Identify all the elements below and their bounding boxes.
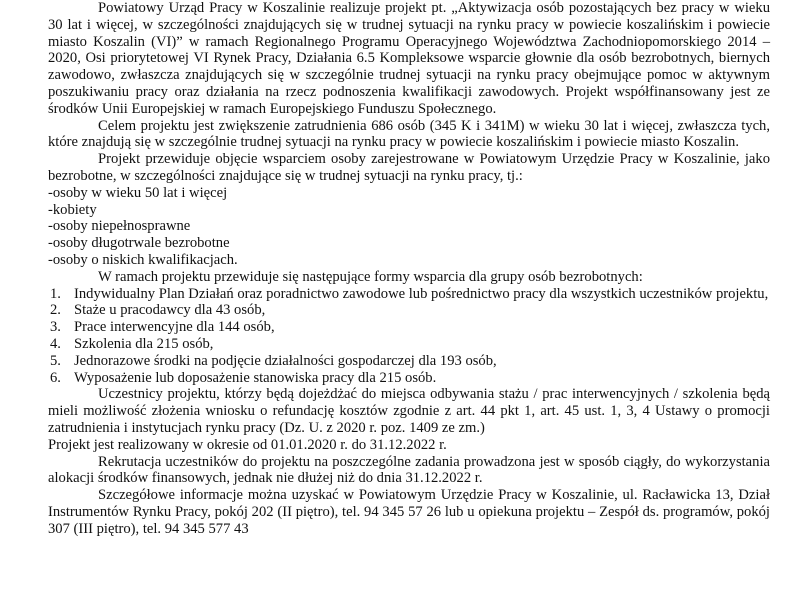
travel-refund-paragraph: Uczestnicy projektu, którzy będą dojeżdżać do miejsca odbywania stażu / prac interwencyjnych / szkolenia będą mieli możliwość złożenia wniosku o refundację kosztów zgodnie z art. 44 pkt 1, art. 45 ust. 1, 3, 4 Ustawy o promocji zatrudnienia i instytucjach rynku pracy (Dz. U. z 2020 r. poz. 1409 ze zm.) <box>48 386 770 436</box>
target-groups-list <box>48 185 770 269</box>
support-forms-list <box>48 286 770 387</box>
contact-paragraph: Szczegółowe informacje można uzyskać w Powiatowym Urzędzie Pracy w Koszalinie, ul. Racławicka 13, Dział Instrumentów Rynku Pracy, pokój 202 (II piętro), tel. 94 345 57 26 lub u opiekuna projektu – Zespół ds. programów, pokój 307 (III piętro), tel. 94 345 577 43 <box>48 487 770 537</box>
list-item: -osoby niepełnosprawne <box>48 218 191 235</box>
list-item-number: 3. <box>50 319 61 336</box>
document-body <box>48 0 770 538</box>
list-item <box>48 353 770 370</box>
list-item-text: Szkolenia dla 215 osób, <box>74 335 214 352</box>
support-forms-intro: W ramach projektu przewiduje się następujące formy wsparcia dla grupy osób bezrobotnych: <box>98 268 643 285</box>
list-item: -kobiety <box>48 201 97 218</box>
list-item-text: Prace interwencyjne dla 144 osób, <box>74 319 275 336</box>
list-item: -osoby w wieku 50 lat i więcej <box>48 184 228 201</box>
list-item-text: Wyposażenie lub doposażenie stanowiska pracy dla 215 osób. <box>74 369 437 386</box>
project-period-paragraph: Projekt jest realizowany w okresie od 01.01.2020 r. do 31.12.2022 r. <box>48 436 447 453</box>
list-item <box>48 302 770 319</box>
recruitment-paragraph: Rekrutacja uczestników do projektu na poszczególne zadania prowadzona jest w sposób ciągły, do wykorzystania alokacji środków finansowych, jednak nie dłużej niż do dnia 31.12.2022 r. <box>48 453 770 487</box>
list-item-text: Staże u pracodawcy dla 43 osób, <box>74 302 266 319</box>
list-item <box>48 319 770 336</box>
list-item-number: 2. <box>50 302 61 319</box>
goal-paragraph: Celem projektu jest zwiększenie zatrudnienia 686 osób (345 K i 341M) w wieku 30 lat i więcej, zwłaszcza tych, które znajdują się w szczególnie trudnej sytuacji na rynku pracy w powiecie koszalińskim i powiecie miasto Koszalin. <box>48 117 770 151</box>
list-item: -osoby długotrwale bezrobotne <box>48 235 230 252</box>
list-item <box>48 286 770 303</box>
list-item-text: Jednorazowe środki na podjęcie działalności gospodarczej dla 193 osób, <box>74 352 497 369</box>
eligibility-paragraph: Projekt przewiduje objęcie wsparciem osoby zarejestrowane w Powiatowym Urzędzie Pracy w Koszalinie, jako bezrobotne, w szczególności znajdujące się w trudnej sytuacji na rynku pracy, tj.: <box>48 151 770 184</box>
list-item-number: 4. <box>50 335 61 352</box>
list-item: -osoby o niskich kwalifikacjach. <box>48 251 238 268</box>
list-item-number: 5. <box>50 352 61 369</box>
intro-paragraph: Powiatowy Urząd Pracy w Koszalinie realizuje projekt pt. „Aktywizacja osób pozostających bez pracy w wieku 30 lat i więcej, w szczególności znajdujących się w trudnej sytuacji na rynku pracy w powiecie koszalińskim i powiecie miasto Koszalin (VI)” w ramach Regionalnego Programu Operacyjnego Województwa Zachodniopomorskiego 2014 – 2020, Osi priorytetowej VI Rynek Pracy, Działania 6.5 Kompleksowe wsparcie głownie dla osób bezrobotnych, biernych zawodowo, zwłaszcza znajdujących się w szczególnie trudnej sytuacji na rynku pracy obejmujące pomoc w aktywnym poszukiwaniu pracy oraz działania na rzecz podnoszenia kwalifikacji zawodowych. Projekt współfinansowany jest ze środków Unii Europejskiej w ramach Europejskiego Funduszu Społecznego. <box>48 0 770 117</box>
list-item <box>48 370 770 387</box>
list-item-number: 6. <box>50 369 61 386</box>
list-item <box>48 336 770 353</box>
list-item-text: Indywidualny Plan Działań oraz poradnictwo zawodowe lub pośrednictwo pracy dla wszystkich uczestników projektu, <box>74 285 769 302</box>
list-item-number: 1. <box>50 285 61 302</box>
